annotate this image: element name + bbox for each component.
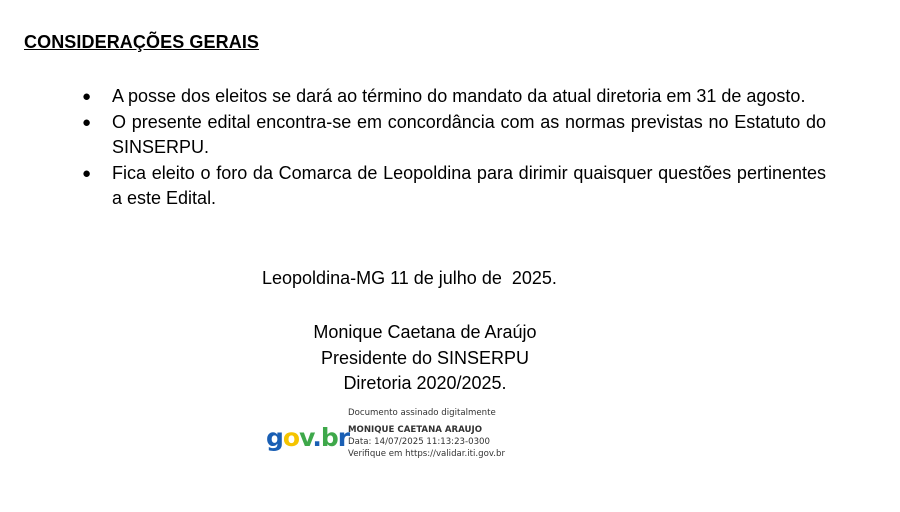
signatory-term: Diretoria 2020/2025. — [343, 373, 507, 393]
stamp-signer: MONIQUE CAETANA ARAUJO — [348, 425, 483, 435]
svg-text:gov.br: gov.br — [266, 423, 350, 452]
bullet-list — [80, 84, 826, 212]
signatory-name: Monique Caetana de Araújo — [313, 322, 537, 342]
stamp-verify-link: Verifique em https://validar.iti.gov.br — [348, 449, 505, 459]
bullet-icon: ● — [82, 113, 92, 131]
list-item — [80, 110, 826, 161]
bullet-text: O presente edital encontra-se em concordância com as normas previstas no Estatuto do SINSERPU. — [112, 111, 826, 157]
stamp-heading: Documento assinado digitalmente — [348, 408, 496, 418]
list-item — [80, 161, 826, 212]
bullet-icon: ● — [82, 88, 92, 105]
list-item — [80, 84, 826, 110]
place-date: Leopoldina-MG 11 de julho de 2025. — [262, 268, 557, 288]
bullet-icon: ● — [82, 164, 92, 182]
bullet-text: A posse dos eleitos se dará ao término do mandato da atual diretoria em 31 de agosto. — [112, 86, 806, 106]
signatory-role: Presidente do SINSERPU — [320, 347, 530, 368]
bullet-text: Fica eleito o foro da Comarca de Leopoldina para dirimir quaisquer questões pertinentes a este Edital. — [112, 162, 826, 208]
digital-signature-stamp — [348, 407, 505, 460]
section-title: CONSIDERAÇÕES GERAIS — [24, 32, 260, 52]
signature-block — [260, 320, 590, 397]
govbr-logo — [266, 416, 350, 458]
stamp-date: Data: 14/07/2025 11:13:23-0300 — [348, 437, 490, 447]
